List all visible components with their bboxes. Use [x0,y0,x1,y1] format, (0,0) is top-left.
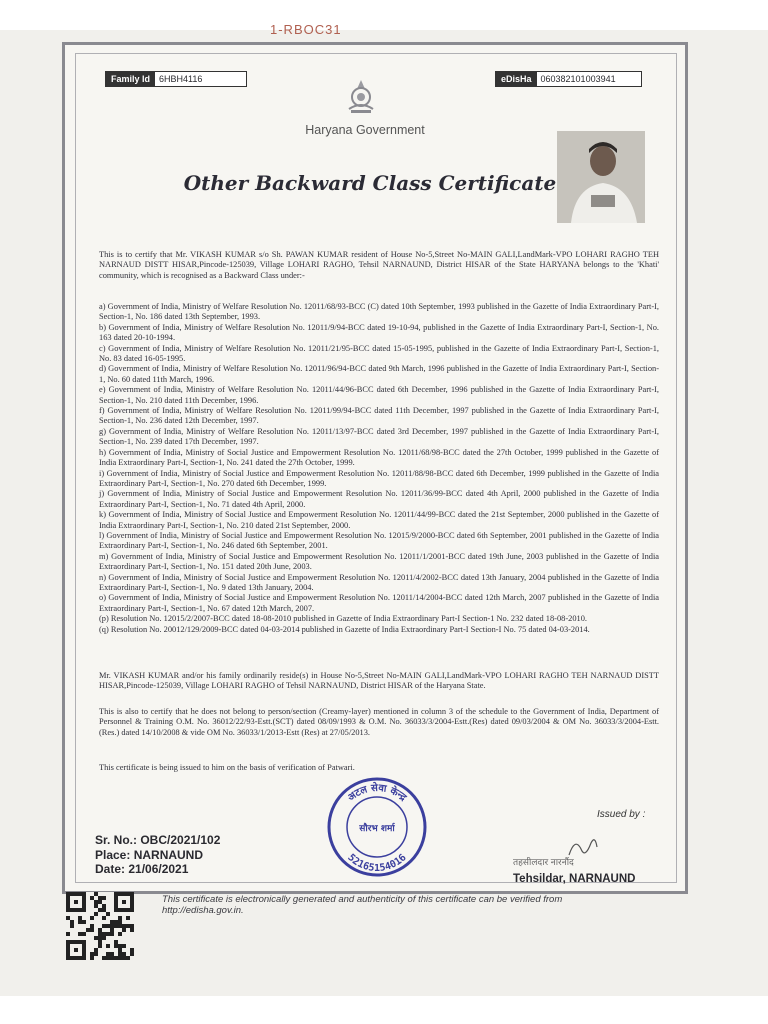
stamp-middle-text: सौरभ शर्मा [359,824,395,834]
government-name: Haryana Government [305,123,425,137]
family-id-value: 6HBH4116 [159,74,203,84]
resolution-item: h) Government of India, Ministry of Social Justice and Empowerment Resolution No. 12011/68/98-BCC dated the 27th October, 1999 published in the Gazette of India Extraordinary Part-I, Section-1, No. 241 dated the 27th October, 1999. [99,447,659,468]
certificate-frame [62,42,688,894]
family-id-box [105,71,247,87]
resolution-item: n) Government of India, Ministry of Social Justice and Empowerment Resolution No. 12011/4/2002-BCC dated 13th January, 2004 published in the Gazette of India Extraordinary Part-I, Section-1, No. 9 dated 13th January, 2004. [99,572,659,592]
residence-paragraph: Mr. VIKASH KUMAR and/or his family ordinarily reside(s) in House No-5,Street No-MAIN GALI,LandMark-VPO LOHARI RAGHO TEH NARNAUD DISTT HISAR,Pincode-125039, Village LOHARI RAGHO of Tehsil NARNAUND, District HISAR of the Haryana State. [99,671,659,691]
issued-by-label: Issued by : [597,809,646,820]
issue-date: Date: 21/06/2021 [95,862,189,876]
certificate-title: Other Backward Class Certificate [183,171,557,195]
tehsildar-hindi: तहसीलदार नारनौंद [513,857,574,867]
applicant-photo [557,131,645,223]
resolution-item: j) Government of India, Ministry of Social Justice and Empowerment Resolution No. 12011/36/99-BCC dated 4th April, 2000 published in the Gazette of India Extraordinary Part-I, Section-1, No. 71 dated 4th April, 2000. [99,489,659,509]
resolution-item: d) Government of India, Ministry of Welfare Resolution No. 12011/96/94-BCC dated 9th March, 1996 published in the Gazette of India Extraordinary Part-I, Section-1, No. 60 dated 11th March, 1996. [99,364,659,384]
official-stamp [317,771,437,883]
resolution-item: m) Government of India, Ministry of Social Justice and Empowerment Resolution No. 12011/1/2001-BCC dated 19th June, 2003 published in the Gazette of India Extraordinary Part-I, Section-1, No. 151 dated 20th June, 2003. [99,551,659,572]
verification-footer: This certificate is electronically generated and authenticity of this certificate can be verified from http://edisha.gov.in. [162,894,563,916]
edisha-label: eDisHa [496,72,537,86]
place: Place: NARNAUND [95,847,204,862]
serial-number: Sr. No.: OBC/2021/102 [95,833,221,847]
qr-code-icon [66,892,134,960]
resolution-item: k) Government of India, Ministry of Social Justice and Empowerment Resolution No. 12011/44/99-BCC dated the 21st September, 2000 published in the Gazette of India Extraordinary Part-I, Section-1, No. 210 dated 21st September, 2000. [99,510,659,530]
family-id-label: Family Id [106,72,155,86]
stamp-top-text: अटल सेवा केन्द्र [345,782,409,804]
tehsildar-designation: Tehsildar, NARNAUND [513,873,636,885]
resolution-item: c) Government of India, Ministry of Welfare Resolution No. 12011/21/95-BCC dated 15-05-1995, published in the Gazette of India Extraordinary Part-I, Section-1, No. 83 dated 16-05-1995. [99,343,659,364]
resolution-list [99,302,659,635]
edisha-box [495,71,642,87]
resolution-item: i) Government of India, Ministry of Social Justice and Empowerment Resolution No. 12011/88/98-BCC dated 6th December, 1999 published in the Gazette of India Extraordinary Part-I, Section-1, No. 270 dated 6th December, 1999. [99,468,659,488]
intro-paragraph: This is to certify that Mr. VIKASH KUMAR s/o Sh. PAWAN KUMAR resident of House No-5,Street No-MAIN GALI,LandMark-VPO LOHARI RAGHO TEH NARNAUD DISTT HISAR,Pincode-125039, Village LOHARI RAGHO, Tehsil NARNAUND, District HISAR of the State HARYANA belongs to the 'Khati' community, which is recognised as a Backward Class under:- [99,250,659,280]
resolution-item: a) Government of India, Ministry of Welfare Resolution No. 12011/68/93-BCC (C) dated 10th September, 1993 published in the Gazette of India Extraordinary Part-I, Section-1, No. 186 dated 13th September, 1993. [99,302,659,322]
edisha-value: 060382101003941 [540,74,616,84]
header-scribble: 1-RBOC31 [270,22,342,37]
stamp-bottom-text: 52165154016 [345,852,409,874]
haryana-emblem-icon [343,77,379,117]
resolution-item: (p) Resolution No. 12015/2/2007-BCC dated 18-08-2010 published in Gazette of India Extraordinary Part-I Section-1 No. 232 dated 18-08-2010. [99,614,587,624]
resolution-item: e) Government of India, Ministry of Welfare Resolution No. 12011/44/96-BCC dated 6th December, 1996 published in the Gazette of India Extraordinary Part-I, Section-1, No. 210 dated 11th December, 1996. [99,385,659,405]
issued-basis-paragraph: This certificate is being issued to him on the basis of verification of Patwari. [99,763,355,772]
resolution-item: o) Government of India, Ministry of Social Justice and Empowerment Resolution No. 12011/14/2004-BCC dated 12th March, 2007 published in the Gazette of India Extraordinary Part-I, Section-1, No. 67 dated 12th March, 2007. [99,593,659,613]
resolution-item: (q) Resolution No. 20012/129/2009-BCC dated 04-03-2014 published in Gazette of India Extraordinary Part-I Section-I No. 75 dated 04-03-2014. [99,624,590,634]
resolution-item: g) Government of India, Ministry of Welfare Resolution No. 12011/13/97-BCC dated 3rd December, 1997 published in the Gazette of India Extraordinary Part-I, Section-1, No. 239 dated 17th December, 1997. [99,426,659,447]
serial-block [95,833,220,877]
resolution-item: b) Government of India, Ministry of Welfare Resolution No. 12011/9/94-BCC dated 19-10-94, published in the Gazette of India Extraordinary Part-I, Section-1, No. 163 dated 20-10-1994. [99,322,659,343]
resolution-item: f) Government of India, Ministry of Welfare Resolution No. 12011/99/94-BCC dated 11th December, 1997 published in the Gazette of India Extraordinary Part-I, Section-1, No. 236 dated 12th December, 1997. [99,406,659,426]
resolution-item: l) Government of India, Ministry of Social Justice and Empowerment Resolution No. 12015/9/2000-BCC dated 6th September, 2001 published in the Gazette of India Extraordinary Part-I, Section-1, No. 246 dated 6th September, 2001. [99,530,659,551]
creamy-layer-paragraph: This is also to certify that he does not belong to person/section (Creamy-layer) mentioned in column 3 of the schedule to the Government of India, Department of Personnel & Training O.M. No. 36012/22/93-Estt.(SCT) dated 08/09/1993 & O.M. No. 36033/3/2004-Estt.(Res) dated 09/03/2004 & OM No. 36033/3/2004-Estt.(Res.) dated 14/10/2008 & vide OM No. 36033/1/2013-Estt (Res) at 27/05/2013. [99,707,659,737]
